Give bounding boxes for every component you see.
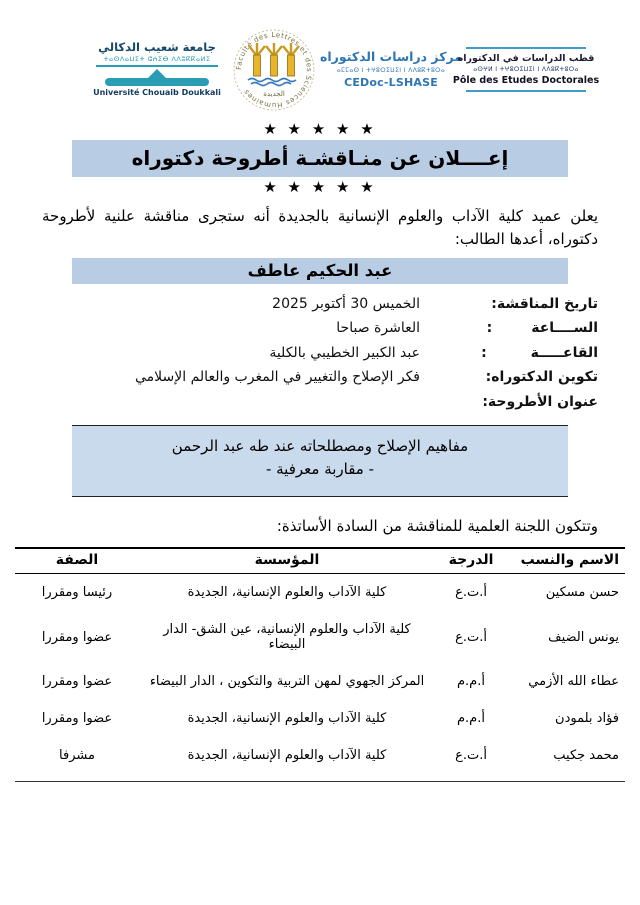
faculty-seal-logo: [232, 24, 316, 114]
thesis-title-box: [72, 425, 568, 497]
cedoc-latin-name: CEDoc-LSHASE: [344, 76, 438, 89]
member-institution: المركز الجهوي لمهن التربية والتكوين ، الدار البيضاء: [149, 674, 425, 689]
header-institution: المؤسسة: [139, 548, 435, 574]
member-institution: كلية الآداب والعلوم الإنسانية، الجديدة: [187, 711, 387, 726]
detail-value: العاشرة صباحا: [336, 320, 420, 336]
stars-decoration-bottom: ★ ★ ★ ★ ★: [263, 178, 377, 196]
member-role: عضوا ومقررا: [41, 629, 113, 645]
defense-details: [42, 292, 598, 415]
committee-table: [15, 547, 625, 782]
pole-doctoral-logo: [452, 47, 600, 92]
header-name: الاسم والنسب: [507, 548, 625, 574]
cedoc-logo: [320, 49, 462, 89]
detail-row-thesis-title-label: [42, 390, 598, 415]
member-degree: أ.ت.ع: [455, 585, 487, 600]
member-degree: أ.ت.ع: [435, 737, 507, 782]
table-row: [15, 574, 625, 612]
candidate-name: عبد الحكيم عاطف: [72, 258, 568, 284]
seal-ring-text: Faculté des Lettres et des Sciences Humaines: [234, 30, 314, 110]
member-institution: كلية الآداب والعلوم الإنسانية، الجديدة: [139, 737, 435, 782]
seal-water-waves: [248, 79, 296, 86]
detail-row-date: [42, 292, 598, 317]
committee-intro-text: وتتكون اللجنة العلمية للمناقشة من السادة الأساتذة:: [276, 517, 598, 535]
ucd-swoosh-icon: [101, 67, 213, 87]
ucd-arabic-name: جامعة شعيب الدكالي: [98, 39, 216, 54]
detail-label: القاعـــــة :: [481, 344, 598, 361]
pole-arabic-name: قطب الدراسات في الدكتوراه: [457, 52, 595, 64]
detail-row-time: [42, 316, 598, 341]
member-institution: كلية الآداب والعلوم الإنسانية، عين الشق- الدار البيضاء: [163, 622, 411, 652]
member-degree: أ.م.م: [457, 711, 485, 726]
thesis-title-line2: - مقاربة معرفية -: [265, 459, 375, 478]
member-role: عضوا ومقررا: [41, 674, 113, 689]
member-role: رئيسا ومقررا: [41, 585, 113, 600]
member-role: عضوا ومقررا: [41, 711, 113, 726]
detail-value: عبد الكبير الخطيبي بالكلية: [269, 344, 420, 361]
member-role: مشرفا: [15, 737, 139, 782]
detail-label: الســــاعة :: [486, 320, 598, 336]
ucd-logo: [93, 39, 221, 98]
announcement-title: إعــــلان عن منـاقشـة أطروحة دكتوراه: [72, 140, 568, 177]
member-degree: أ.ت.ع: [455, 629, 487, 645]
table-row: [15, 663, 625, 700]
member-name: فؤاد بلمودن: [555, 711, 619, 726]
ucd-french-name: Université Chouaib Doukkali: [93, 88, 221, 98]
member-institution: كلية الآداب والعلوم الإنسانية، الجديدة: [187, 585, 387, 600]
member-name: محمد جكيب: [507, 737, 625, 782]
announcement-intro-text: يعلن عميد كلية الآداب والعلوم الإنسانية بالجديدة أنه ستجرى مناقشة علنية لأطروحة دكتوراه، أعدها الطالب:: [42, 207, 598, 249]
seal-tree-trunks: [254, 55, 295, 76]
seal-tree-branches: [249, 43, 299, 56]
detail-row-program: [42, 365, 598, 390]
faculty-seal-icon: [232, 24, 316, 114]
detail-value: فكر الإصلاح والتغيير في المغرب والعالم الإسلامي: [135, 369, 420, 385]
detail-value: الخميس 30 أكتوبر 2025: [272, 295, 420, 312]
cedoc-arabic-name: مركز دراسات الدكتوراه: [320, 49, 462, 64]
member-name: حسن مسكين: [545, 585, 619, 600]
table-row: [15, 737, 625, 782]
table-row: [15, 700, 625, 737]
table-row: [15, 611, 625, 663]
header-degree: الدرجة: [435, 548, 507, 574]
pole-latin-name: Pôle des Etudes Doctorales: [452, 74, 600, 86]
detail-label: تكوين الدكتوراه:: [485, 369, 598, 385]
member-name: يونس الضيف: [548, 629, 619, 645]
thesis-title-line1: مفاهيم الإصلاح ومصطلحاته عند طه عبد الرحمن: [171, 437, 469, 455]
detail-label: تاريخ المناقشة:: [491, 295, 598, 312]
stars-decoration-top: ★ ★ ★ ★ ★: [263, 120, 377, 138]
cedoc-tifinagh-name: ⴰⵎⵎⴰⵙ ⵏ ⵜⵖⵓⵔⵉⵡⵉⵏ ⵏ ⴷⴷⵓⴽⵜⵓⵔⴰ: [336, 67, 446, 74]
header-logos: [93, 26, 600, 112]
seal-caption: الجديدة: [263, 90, 285, 98]
committee-header-row: [15, 548, 625, 574]
member-degree: أ.م.م: [457, 674, 485, 689]
pole-tifinagh-name: ⴰⵙⵖⵍ ⵏ ⵜⵖⵓⵔⵉⵡⵉⵏ ⵏ ⴷⴷⵓⴽⵜⵓⵔⴰ: [473, 65, 579, 73]
detail-label: عنوان الأطروحة:: [482, 393, 598, 410]
header-role: الصفة: [15, 548, 139, 574]
member-name: عطاء الله الأزمي: [528, 674, 619, 689]
detail-row-room: [42, 341, 598, 366]
ucd-tifinagh-name: ⵜⴰⵙⴷⴰⵡⵉⵜ ⵛⵄⵉⴱ ⴷⴷⵓⴽⴽⴰⵍⵉ: [96, 54, 218, 67]
